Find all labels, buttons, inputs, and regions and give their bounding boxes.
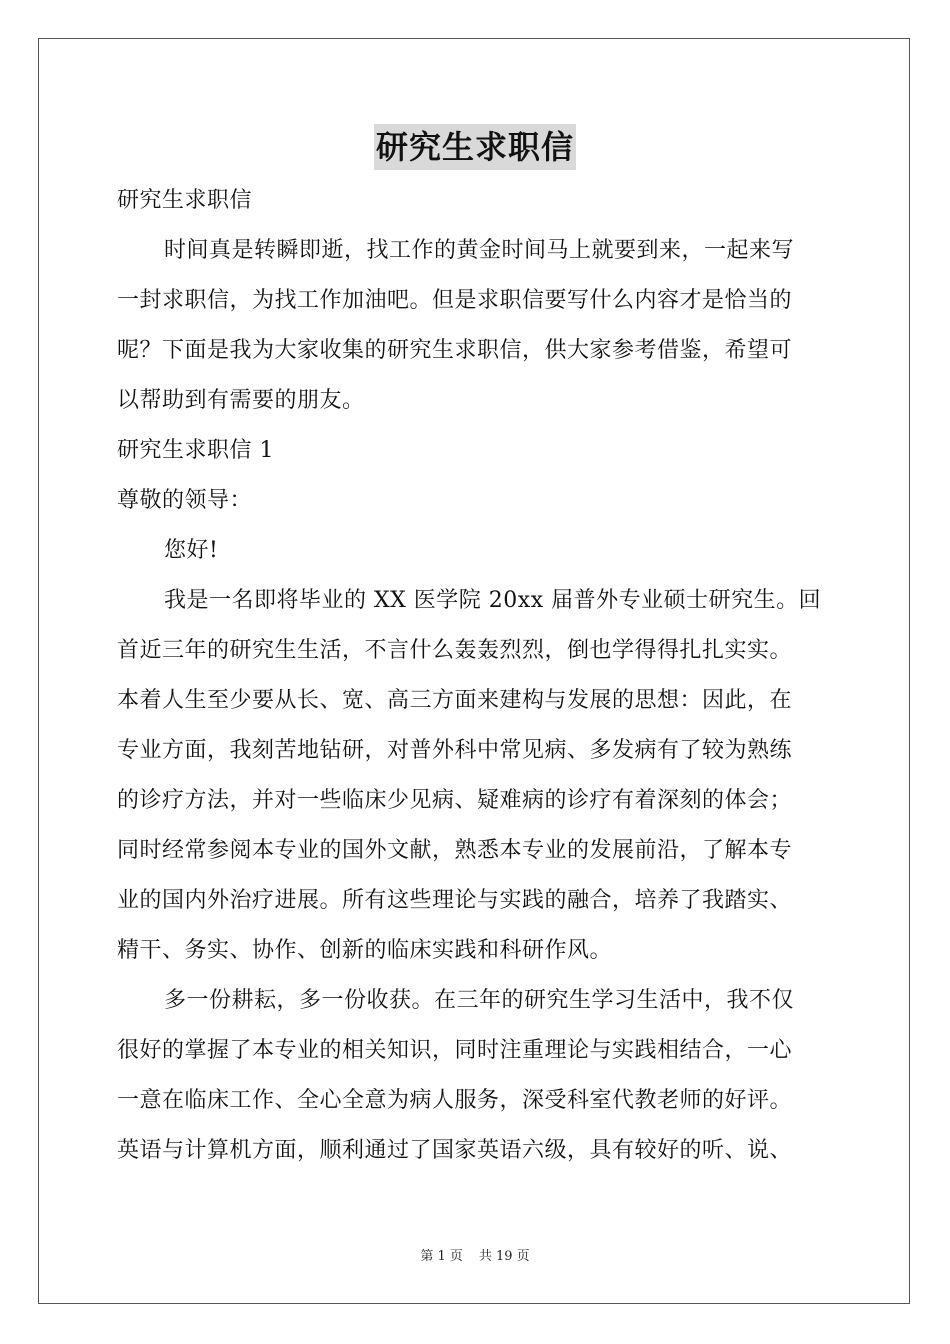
page-footer xyxy=(0,1245,950,1264)
text-line: 英语与计算机方面，顺利通过了国家英语六级，具有较好的听、说、 xyxy=(117,1138,793,1163)
text-line: 专业方面，我刻苦地钻研，对普外科中常见病、多发病有了较为熟练 xyxy=(117,738,793,763)
text-line: 精干、务实、协作、创新的临床实践和科研作风。 xyxy=(117,938,613,963)
page-number-total: 共 19 页 xyxy=(478,1249,530,1264)
text-line: 一意在临床工作、全心全意为病人服务，深受科室代教老师的好评。 xyxy=(117,1088,793,1113)
text-line: 多一份耕耘，多一份收获。在三年的研究生学习生活中，我不仅 xyxy=(164,988,795,1013)
text-line: 本着人生至少要从长、宽、高三方面来建构与发展的思想：因此，在 xyxy=(117,688,793,713)
text-line: 尊敬的领导： xyxy=(117,488,253,513)
text-line: 以帮助到有需要的朋友。 xyxy=(117,388,365,413)
text-line: 的诊疗方法，并对一些临床少见病、疑难病的诊疗有着深刻的体会； xyxy=(117,788,793,813)
text-line: 时间真是转瞬即逝，找工作的黄金时间马上就要到来，一起来写 xyxy=(164,238,795,263)
text-line: 一封求职信，为找工作加油吧。但是求职信要写什么内容才是恰当的 xyxy=(117,288,793,313)
text-line: 研究生求职信 xyxy=(117,188,253,213)
text-line: 研究生求职信 1 xyxy=(117,438,274,463)
text-line: 首近三年的研究生生活，不言什么轰轰烈烈，倒也学得得扎扎实实。 xyxy=(117,638,793,663)
text-line: 很好的掌握了本专业的相关知识，同时注重理论与实践相结合，一心 xyxy=(117,1038,793,1063)
text-line: 同时经常参阅本专业的国外文献，熟悉本专业的发展前沿，了解本专 xyxy=(117,838,793,863)
document-body xyxy=(117,176,833,1176)
document-title: 研究生求职信 xyxy=(374,124,576,170)
title-container xyxy=(0,124,950,170)
text-line: 呢？下面是我为大家收集的研究生求职信，供大家参考借鉴，希望可 xyxy=(117,338,793,363)
text-line: 您好! xyxy=(164,538,219,563)
text-line: 业的国内外治疗进展。所有这些理论与实践的融合，培养了我踏实、 xyxy=(117,888,793,913)
page-number-current: 第 1 页 xyxy=(420,1249,463,1264)
text-line: 我是一名即将毕业的 XX 医学院 20xx 届普外专业硕士研究生。回 xyxy=(164,588,822,613)
